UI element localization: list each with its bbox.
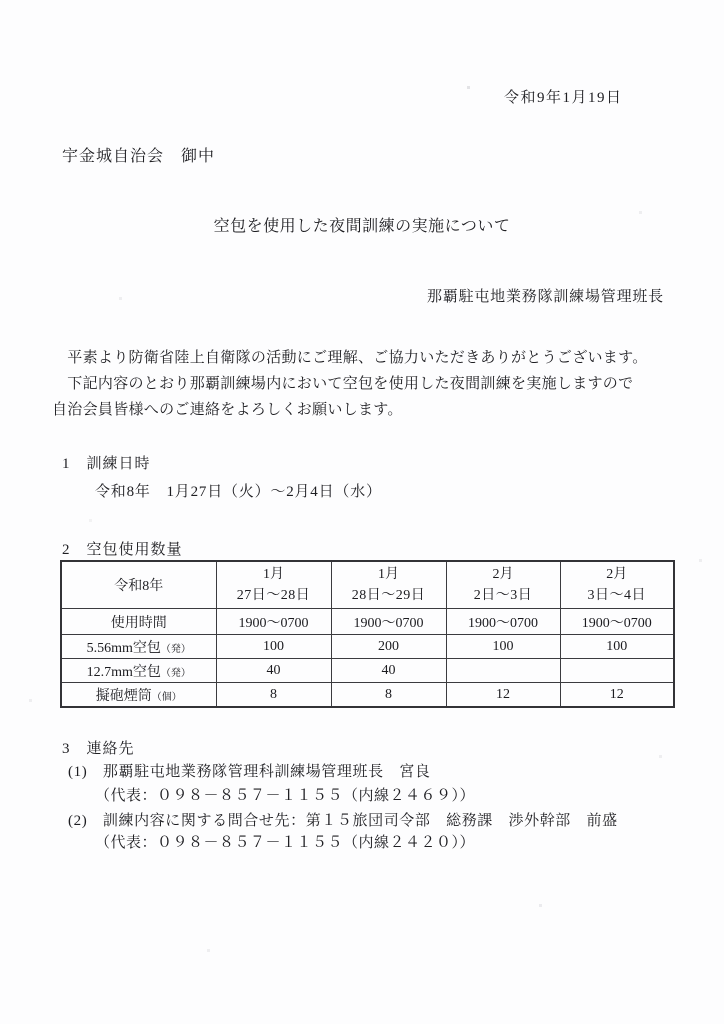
table-cell: 8	[331, 683, 446, 708]
contact-2: (2) 訓練内容に関する問合せ先：第１５旅団司令部 総務課 渉外幹部 前盛	[68, 813, 618, 829]
row-label: 12.7mm空包（発）	[61, 659, 216, 683]
blank-ammo-usage-table	[60, 560, 675, 708]
table-row-556mm	[61, 635, 674, 659]
table-cell: 1900～0700	[331, 609, 446, 635]
contact-1: (1) 那覇駐屯地業務隊管理科訓練場管理班長 宮良	[68, 764, 431, 780]
col4-days: 3日～4日	[587, 588, 646, 603]
table-col-header	[446, 561, 560, 609]
body-line-2: 下記内容のとおり那覇訓練場内において空包を使用した夜間訓練を実施しますので	[52, 376, 634, 392]
col1-month: 1月	[263, 567, 284, 582]
table-corner-cell: 令和8年	[61, 561, 216, 609]
table-row-127mm	[61, 659, 674, 683]
table-cell: 12	[560, 683, 674, 708]
col3-days: 2日～3日	[473, 588, 533, 603]
addressee: 宇金城自治会 御中	[62, 148, 216, 165]
document-title: 空包を使用した夜間訓練の実施について	[213, 218, 511, 235]
document-date: 令和9年1月19日	[504, 90, 623, 106]
col1-days: 27日～28日	[236, 588, 311, 603]
table-cell: 1900～0700	[216, 609, 331, 635]
row-label: 5.56mm空包（発）	[61, 635, 216, 659]
contact-1-phone: （代表：０９８－８５７－１１５５（内線２４６９））	[95, 788, 476, 804]
table-cell	[446, 659, 560, 683]
table-cell: 8	[216, 683, 331, 708]
section2-heading: 2 空包使用数量	[62, 542, 183, 558]
col2-month: 1月	[378, 567, 399, 582]
table-col-header	[560, 561, 674, 609]
body-line-1: 平素より防衛省陸上自衛隊の活動にご理解、ご協力いただきありがとうございます。	[52, 350, 648, 366]
table-cell: 200	[331, 635, 446, 659]
table-cell: 1900～0700	[446, 609, 560, 635]
scan-noise-specks	[0, 0, 1, 1]
table-cell: 1900～0700	[560, 609, 674, 635]
table-cell: 100	[446, 635, 560, 659]
contact-2-phone: （代表：０９８－８５７－１１５５（内線２４２０））	[95, 835, 476, 851]
sender-title: 那覇駐屯地業務隊訓練場管理班長	[426, 289, 664, 305]
table-cell: 100	[560, 635, 674, 659]
table-cell: 100	[216, 635, 331, 659]
table-row-smoke-canister	[61, 683, 674, 708]
table-col-header	[216, 561, 331, 609]
col3-month: 2月	[492, 567, 514, 582]
table-row-usage-time	[61, 609, 674, 635]
table-cell	[560, 659, 674, 683]
row-label: 使用時間	[61, 609, 216, 635]
table-header-row	[61, 561, 674, 609]
section3-heading: 3 連絡先	[62, 741, 135, 757]
section1-heading: 1 訓練日時	[62, 456, 151, 472]
body-line-3: 自治会員皆様へのご連絡をよろしくお願いします。	[52, 402, 403, 418]
table-col-header	[331, 561, 446, 609]
table-cell: 12	[446, 683, 560, 708]
col4-month: 2月	[606, 567, 628, 582]
row-label: 擬砲煙筒（個）	[61, 683, 216, 708]
training-date-range: 令和8年 1月27日（火）～2月4日（水）	[95, 484, 382, 500]
col2-days: 28日～29日	[351, 588, 426, 603]
table-cell: 40	[216, 659, 331, 683]
body-paragraph	[52, 345, 677, 423]
table-cell: 40	[331, 659, 446, 683]
